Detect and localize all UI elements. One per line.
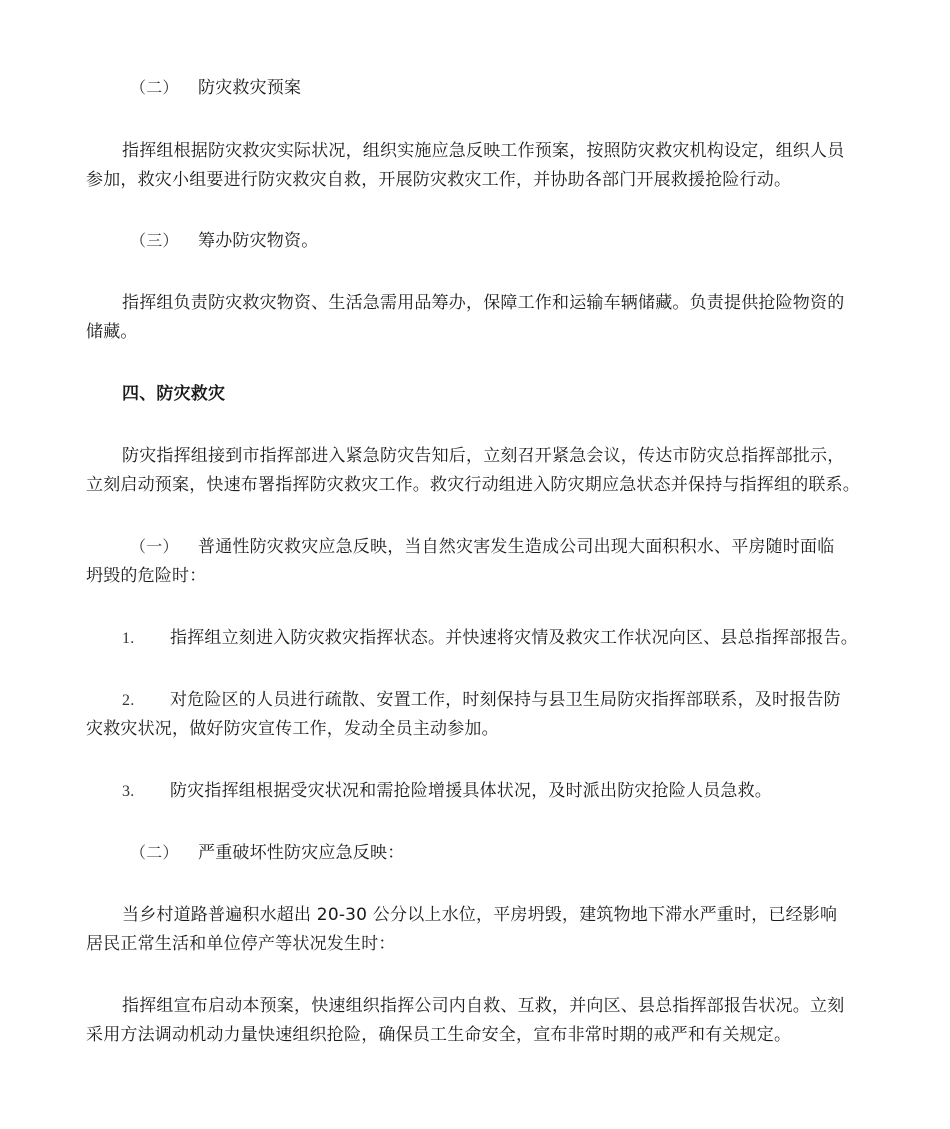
chapter-heading: 四、防灾救灾 [122, 384, 226, 404]
paragraph-line: 指挥组负责防灾救灾物资、生活急需用品筹办，保障工作和运输车辆储藏。负责提供抢险物资的 [122, 293, 845, 313]
list-text: 对危险区的人员进行疏散、安置工作，时刻保持与县卫生局防灾指挥部联系，及时报告防 [170, 690, 841, 710]
subsection-text: 普通性防灾救灾应急反映，当自然灾害发生造成公司出现大面积积水、平房随时面临 [198, 537, 835, 557]
section-heading-3 [122, 227, 922, 256]
list-number: 3. [122, 783, 135, 800]
list-item [122, 686, 922, 715]
paragraph-line: 采用方法调动机动力量快速组织抢险，确保员工生命安全，宣布非常时期的戒严和有关规定。 [86, 1025, 792, 1045]
paragraph-line: 立刻启动预案，快速布署指挥防灾救灾工作。救灾行动组进入防灾期应急状态并保持与指挥组的联系。 [86, 475, 860, 495]
list-number: 1. [122, 630, 135, 647]
subsection-heading-1 [122, 533, 922, 562]
paragraph-line: 参加，救灾小组要进行防灾救灾自救，开展防灾救灾工作，并协助各部门开展救援抢险行动。 [86, 170, 792, 190]
section-heading-2 [122, 74, 922, 103]
list-text: 防灾指挥组根据受灾状况和需抢险增援具体状况，及时派出防灾抢险人员急救。 [170, 781, 772, 801]
subsection-title: 严重破坏性防灾应急反映： [198, 843, 405, 863]
list-number: 2. [122, 692, 135, 709]
section-number: （二） [130, 845, 179, 862]
list-item [122, 777, 922, 806]
list-text: 指挥组立刻进入防灾救灾指挥状态。并快速将灾情及救灾工作状况向区、县总指挥部报告。 [170, 628, 858, 648]
list-item [122, 624, 922, 653]
section-number: （三） [130, 233, 179, 250]
paragraph-line: 灾救灾状况，做好防灾宣传工作，发动全员主动参加。 [86, 719, 499, 739]
section-number: （一） [130, 539, 179, 556]
section-title: 防灾救灾预案 [198, 78, 302, 98]
paragraph-line: 防灾指挥组接到市指挥部进入紧急防灾告知后，立刻召开紧急会议，传达市防灾总指挥部批示， [122, 446, 845, 466]
paragraph-line: 当乡村道路普遍积水超出 20-30 公分以上水位，平房坍毁，建筑物地下滞水严重时，已经影响 [122, 905, 838, 925]
paragraph-line: 居民正常生活和单位停产等状况发生时： [86, 934, 396, 954]
paragraph-line: 坍毁的危险时： [86, 566, 207, 586]
paragraph-line: 指挥组宣布启动本预案，快速组织指挥公司内自救、互救，并向区、县总指挥部报告状况。立刻 [122, 996, 845, 1016]
subsection-heading-2 [122, 839, 922, 868]
paragraph-line: 指挥组根据防灾救灾实际状况，组织实施应急反映工作预案，按照防灾救灾机构设定，组织人员 [122, 141, 845, 161]
section-title: 筹办防灾物资。 [198, 231, 319, 251]
section-number: （二） [130, 80, 179, 97]
paragraph-line: 储藏。 [86, 322, 138, 342]
